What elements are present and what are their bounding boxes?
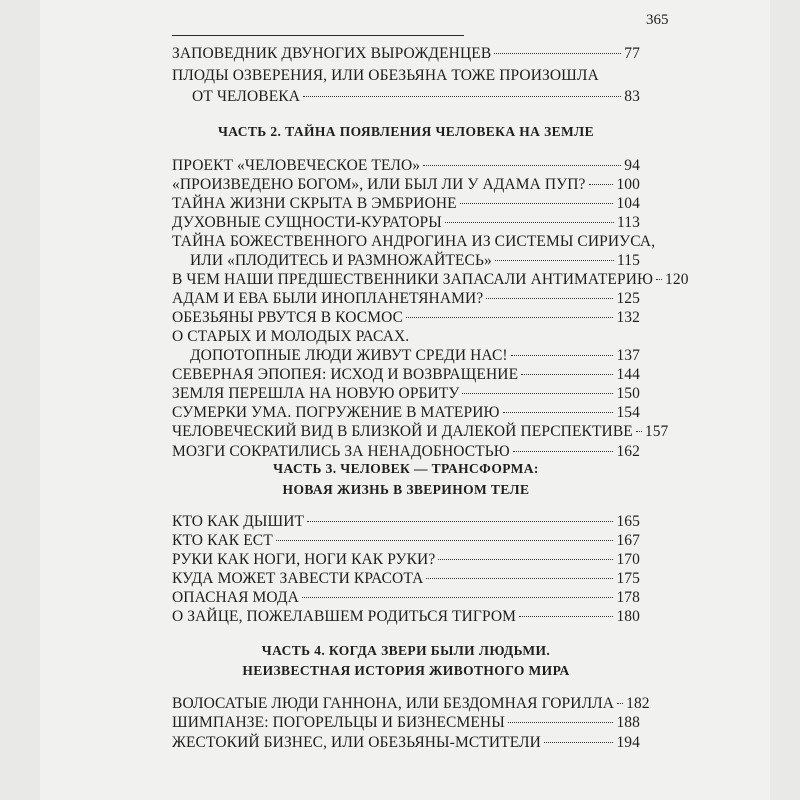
part-heading-line2: НОВАЯ ЖИЗНЬ В ЗВЕРИНОМ ТЕЛЕ	[282, 482, 530, 497]
toc-entry-page: 125	[616, 290, 640, 307]
dot-leader	[511, 355, 614, 356]
toc-entry-title: ИЛИ «ПЛОДИТЕСЬ И РАЗМНОЖАЙТЕСЬ»	[190, 252, 492, 269]
dot-leader	[486, 298, 613, 299]
dot-leader	[307, 521, 613, 522]
part-heading-line1: ЧАСТЬ 4. КОГДА ЗВЕРИ БЫЛИ ЛЮДЬМИ.	[261, 643, 551, 658]
dot-leader	[521, 374, 613, 375]
toc-entry-page: 94	[624, 157, 640, 174]
dot-leader	[302, 597, 614, 598]
toc-entry-title: ШИМПАНЗЕ: ПОГОРЕЛЬЦЫ И БИЗНЕСМЕНЫ	[172, 714, 505, 731]
dot-leader	[656, 279, 662, 280]
dot-leader	[513, 451, 614, 452]
toc-entry-title: О СТАРЫХ И МОЛОДЫХ РАСАХ.	[172, 328, 410, 345]
toc-entry-title: КУДА МОЖЕТ ЗАВЕСТИ КРАСОТА	[172, 570, 424, 587]
toc-entry-title: ПЛОДЫ ОЗВЕРЕНИЯ, ИЛИ ОБЕЗЬЯНА ТОЖЕ ПРОИЗОШЛА	[172, 67, 599, 84]
part-heading-line2: НЕИЗВЕСТНАЯ ИСТОРИЯ ЖИВОТНОГО МИРА	[242, 663, 570, 678]
toc-entry-page: 104	[616, 195, 640, 212]
dot-leader	[426, 578, 613, 579]
toc-entry-page: 150	[616, 385, 640, 402]
toc-entry-title: ТАЙНА БОЖЕСТВЕННОГО АНДРОГИНА ИЗ СИСТЕМЫ СИРИУСА,	[172, 233, 656, 250]
page-number: 365	[646, 12, 669, 28]
toc-entry-page: 113	[617, 214, 640, 231]
toc-entry-page: 77	[624, 45, 640, 62]
dot-leader	[460, 203, 614, 204]
toc-entry-page: 188	[616, 714, 640, 731]
toc-entry-title: «ПРОИЗВЕДЕНО БОГОМ», ИЛИ БЫЛ ЛИ У АДАМА ПУП?	[172, 176, 586, 193]
dot-leader	[519, 616, 613, 617]
part-heading-line1: ЧАСТЬ 3. ЧЕЛОВЕК — ТРАНСФОРМА:	[273, 461, 539, 476]
dot-leader	[494, 53, 621, 54]
toc-entry	[172, 65, 640, 87]
dot-leader	[438, 559, 613, 560]
toc-entry-title: ТАЙНА ЖИЗНИ СКРЫТА В ЭМБРИОНЕ	[172, 195, 457, 212]
toc-entry	[192, 86, 640, 108]
part-heading: ЧАСТЬ 2. ТАЙНА ПОЯВЛЕНИЯ ЧЕЛОВЕКА НА ЗЕМЛЕ	[217, 124, 595, 139]
toc-entry-title: ДУХОВНЫЕ СУЩНОСТИ-КУРАТОРЫ	[172, 214, 442, 231]
toc-entry-title: ЖЕСТОКИЙ БИЗНЕС, ИЛИ ОБЕЗЬЯНЫ-МСТИТЕЛИ	[172, 734, 541, 751]
toc-entry-title: ДОПОТОПНЫЕ ЛЮДИ ЖИВУТ СРЕДИ НАС!	[190, 347, 508, 364]
toc-entry	[172, 606, 640, 628]
toc-entry-title: ЧЕЛОВЕЧЕСКИЙ ВИД В БЛИЗКОЙ И ДАЛЕКОЙ ПЕРСПЕКТИВЕ	[172, 423, 633, 440]
dot-leader	[462, 393, 613, 394]
toc-entry-title: СЕВЕРНАЯ ЭПОПЕЯ: ИСХОД И ВОЗВРАЩЕНИЕ	[172, 366, 519, 383]
toc-entry-title: РУКИ КАК НОГИ, НОГИ КАК РУКИ?	[172, 551, 436, 568]
toc-entry-page: 144	[616, 366, 640, 383]
toc-entry-title: ОТ ЧЕЛОВЕКА	[192, 88, 301, 105]
toc-entry	[172, 421, 669, 443]
top-rule	[172, 35, 464, 36]
dot-leader	[617, 703, 623, 704]
toc-entry	[172, 712, 640, 734]
toc-entry-page: 175	[616, 570, 640, 587]
dot-leader	[544, 742, 613, 743]
toc-entry-page: 165	[616, 513, 640, 530]
toc-entry-title: МОЗГИ СОКРАТИЛИСЬ ЗА НЕНАДОБНОСТЬЮ	[172, 443, 510, 460]
toc-entry-title: СУМЕРКИ УМА. ПОГРУЖЕНИЕ В МАТЕРИЮ	[172, 404, 500, 421]
dot-leader	[589, 184, 614, 185]
toc-entry-title: ЗЕМЛЯ ПЕРЕШЛА НА НОВУЮ ОРБИТУ	[172, 385, 460, 402]
toc-entry-title: АДАМ И ЕВА БЫЛИ ИНОПЛАНЕТЯНАМИ?	[172, 290, 484, 307]
toc-entry-page: 120	[665, 271, 689, 288]
toc-entry-title: ОПАСНАЯ МОДА	[172, 589, 299, 606]
toc-entry-page: 100	[616, 176, 640, 193]
dot-leader	[508, 722, 614, 723]
toc-entry-page: 137	[616, 347, 640, 364]
toc-entry-title: ВОЛОСАТЫЕ ЛЮДИ ГАННОНА, ИЛИ БЕЗДОМНАЯ ГОРИЛЛА	[172, 695, 615, 712]
toc-entry-page: 115	[617, 252, 640, 269]
toc-entry-title: КТО КАК ЕСТ	[172, 532, 273, 549]
toc-entry-page: 162	[616, 443, 640, 460]
toc-entry	[172, 732, 640, 754]
dot-leader	[636, 431, 642, 432]
toc-entry-title: ЗАПОВЕДНИК ДВУНОГИХ ВЫРОЖДЕНЦЕВ	[172, 45, 492, 62]
dot-leader	[495, 260, 614, 261]
toc-entry-page: 83	[624, 88, 640, 105]
toc-entry-title: ПРОЕКТ «ЧЕЛОВЕЧЕСКОЕ ТЕЛО»	[172, 157, 421, 174]
toc-entry-page: 132	[616, 309, 640, 326]
toc-entry-title: В ЧЕМ НАШИ ПРЕДШЕСТВЕННИКИ ЗАПАСАЛИ АНТИМАТЕРИЮ	[172, 271, 654, 288]
toc-entry-page: 170	[616, 551, 640, 568]
toc-entry-page: 167	[616, 532, 640, 549]
book-page	[40, 0, 770, 800]
dot-leader	[406, 317, 613, 318]
toc-entry-title: КТО КАК ДЫШИТ	[172, 513, 305, 530]
toc-entry-page: 182	[626, 695, 650, 712]
toc-entry-title: О ЗАЙЦЕ, ПОЖЕЛАВШЕМ РОДИТЬСЯ ТИГРОМ	[172, 608, 517, 625]
dot-leader	[276, 540, 614, 541]
dot-leader	[423, 165, 621, 166]
dot-leader	[503, 412, 614, 413]
toc-entry	[172, 43, 640, 65]
dot-leader	[445, 222, 614, 223]
toc-entry-page: 178	[616, 589, 640, 606]
dot-leader	[303, 96, 621, 97]
toc-entry-page: 180	[616, 608, 640, 625]
toc-entry-title: ОБЕЗЬЯНЫ РВУТСЯ В КОСМОС	[172, 309, 404, 326]
toc-entry-page: 194	[616, 734, 640, 751]
toc-entry-page: 154	[616, 404, 640, 421]
toc-entry-page: 157	[644, 423, 669, 440]
